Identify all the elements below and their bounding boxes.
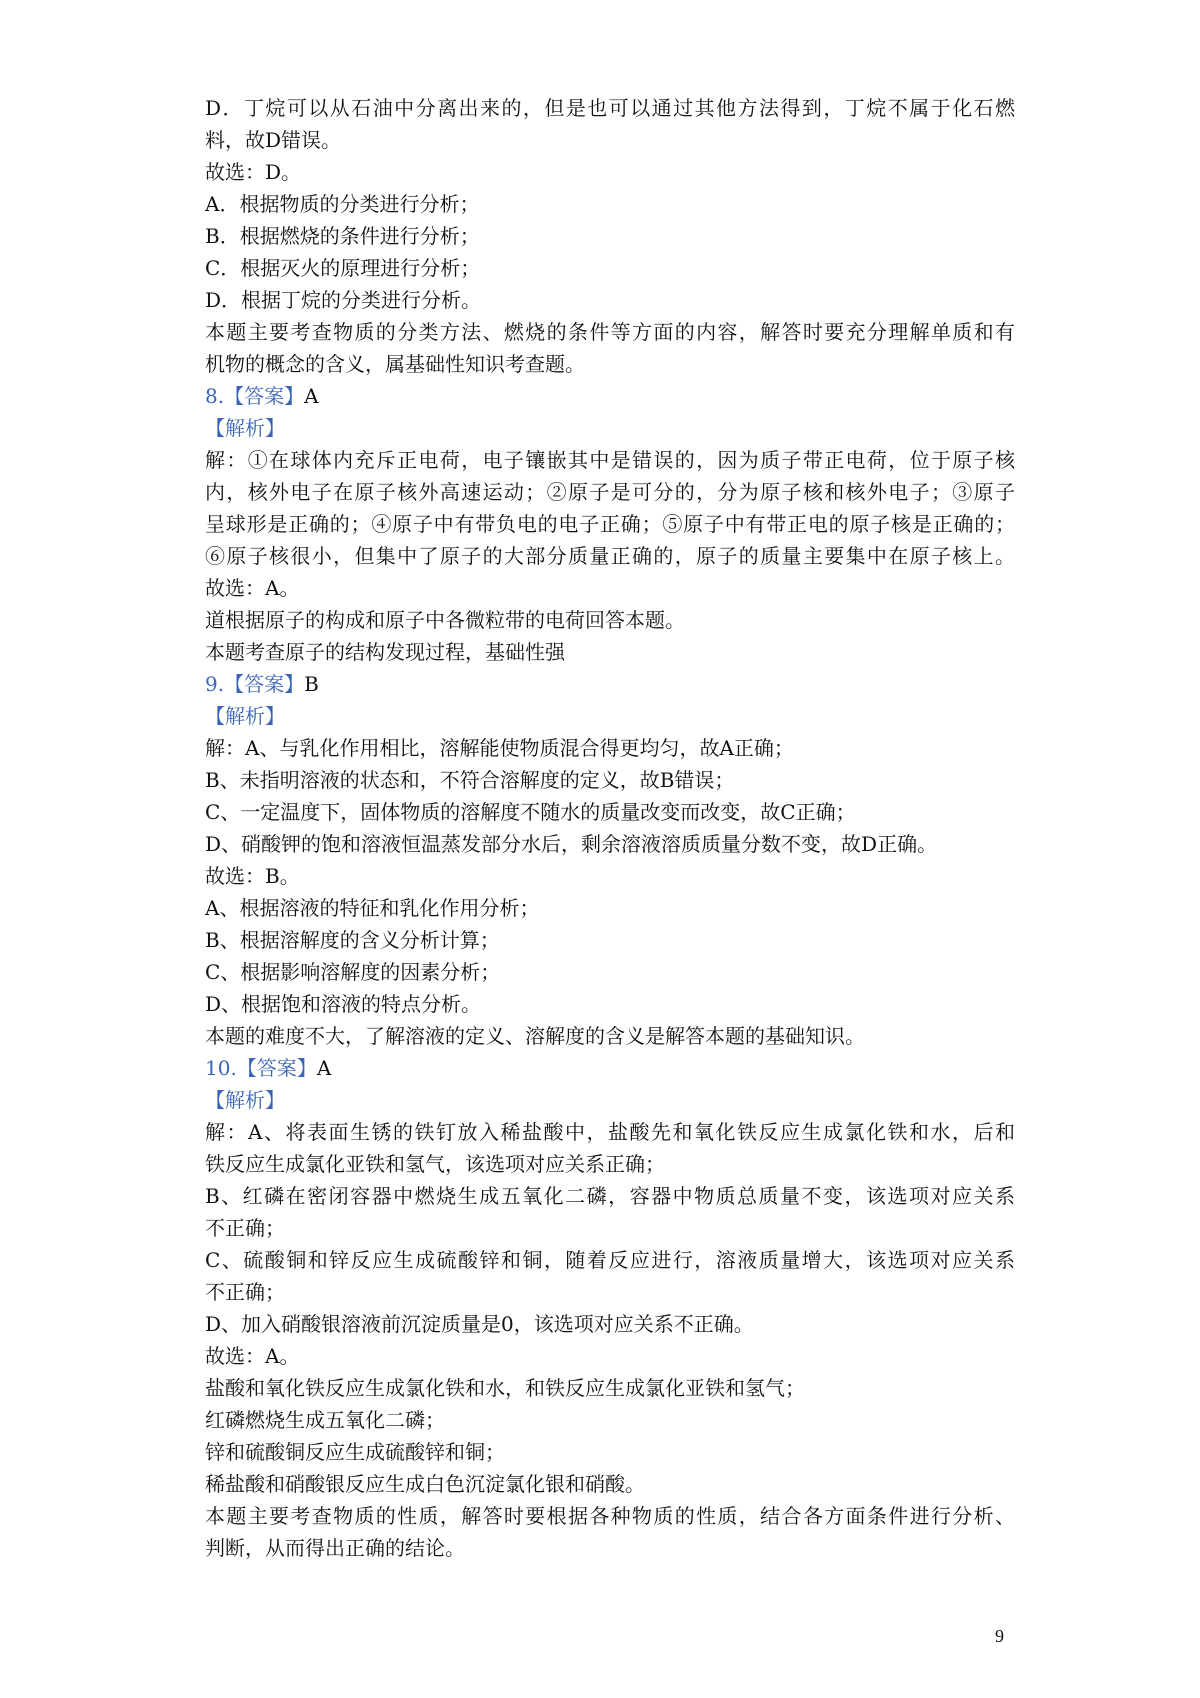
answer-heading — [205, 1052, 1015, 1084]
page-number: 9 — [995, 1626, 1004, 1646]
analysis-heading: 【解析】 — [205, 416, 285, 440]
answer-label: 10.【答案】 — [205, 1056, 317, 1080]
text-line: D、根据饱和溶液的特点分析。 — [205, 992, 482, 1016]
text-line: B．根据燃烧的条件进行分析； — [205, 224, 480, 248]
text-line: 红磷燃烧生成五氧化二磷； — [205, 1408, 445, 1432]
answer-value: A — [316, 1056, 332, 1080]
text-line: 道根据原子的构成和原子中各微粒带的电荷回答本题。 — [205, 608, 685, 632]
text-line: C、一定温度下，固体物质的溶解度不随水的质量改变而改变，故C正确； — [205, 800, 856, 824]
text-line: ⑥原子核很小，但集中了原子的大部分质量正确的，原子的质量主要集中在原子核上。 — [205, 544, 1015, 568]
answer-label: 9.【答案】 — [205, 672, 305, 696]
text-line: 盐酸和氧化铁反应生成氯化铁和水，和铁反应生成氯化亚铁和氢气； — [205, 1376, 805, 1400]
answer-value: A — [304, 384, 319, 408]
text-line: 故选：A。 — [205, 1344, 300, 1368]
text-line: B、根据溶解度的含义分析计算； — [205, 928, 500, 952]
text-line: 故选：D。 — [205, 160, 302, 184]
answer-label: 8.【答案】 — [205, 384, 305, 408]
page-content — [205, 92, 1015, 1564]
text-line: A、根据溶液的特征和乳化作用分析； — [205, 896, 540, 920]
text-line: 机物的概念的含义，属基础性知识考查题。 — [205, 352, 585, 376]
answer-value: B — [304, 672, 319, 696]
text-line: 不正确； — [205, 1216, 285, 1240]
text-line: D．丁烷可以从石油中分离出来的，但是也可以通过其他方法得到，丁烷不属于化石燃 — [205, 96, 1015, 120]
text-line: 故选：B。 — [205, 864, 300, 888]
text-line: 解：①在球体内充斥正电荷，电子镶嵌其中是错误的，因为质子带正电荷，位于原子核 — [205, 448, 1015, 472]
text-line: 呈球形是正确的；④原子中有带负电的电子正确；⑤原子中有带正电的原子核是正确的； — [205, 512, 1015, 536]
text-line: 铁反应生成氯化亚铁和氢气，该选项对应关系正确； — [205, 1152, 665, 1176]
text-line: 本题主要考查物质的性质，解答时要根据各种物质的性质，结合各方面条件进行分析、 — [205, 1504, 1015, 1528]
text-line: 解：A、将表面生锈的铁钉放入稀盐酸中，盐酸先和氧化铁反应生成氯化铁和水，后和 — [205, 1120, 1015, 1144]
answer-heading — [205, 668, 1015, 700]
text-line: A．根据物质的分类进行分析； — [205, 192, 480, 216]
text-line: 本题主要考查物质的分类方法、燃烧的条件等方面的内容，解答时要充分理解单质和有 — [205, 320, 1015, 344]
text-line: C、硫酸铜和锌反应生成硫酸锌和铜，随着反应进行，溶液质量增大，该选项对应关系 — [205, 1248, 1015, 1272]
text-line: C、根据影响溶解度的因素分析； — [205, 960, 501, 984]
text-line: 本题考查原子的结构发现过程，基础性强 — [205, 640, 565, 664]
text-line: 判断，从而得出正确的结论。 — [205, 1536, 465, 1560]
text-line: D、加入硝酸银溶液前沉淀质量是0，该选项对应关系不正确。 — [205, 1312, 754, 1336]
text-line: 本题的难度不大，了解溶液的定义、溶解度的含义是解答本题的基础知识。 — [205, 1024, 865, 1048]
text-line: 料，故D错误。 — [205, 128, 342, 152]
text-line: D、硝酸钾的饱和溶液恒温蒸发部分水后，剩余溶液溶质质量分数不变，故D正确。 — [205, 832, 938, 856]
text-line: 不正确； — [205, 1280, 285, 1304]
analysis-heading: 【解析】 — [205, 704, 285, 728]
text-line: D．根据丁烷的分类进行分析。 — [205, 288, 482, 312]
analysis-heading: 【解析】 — [205, 1088, 285, 1112]
text-line: 解：A、与乳化作用相比，溶解能使物质混合得更均匀，故A正确； — [205, 736, 794, 760]
text-line: C．根据灭火的原理进行分析； — [205, 256, 481, 280]
answer-heading — [205, 380, 1015, 412]
text-line: 稀盐酸和硝酸银反应生成白色沉淀氯化银和硝酸。 — [205, 1472, 645, 1496]
text-line: 锌和硫酸铜反应生成硫酸锌和铜； — [205, 1440, 505, 1464]
text-line: B、红磷在密闭容器中燃烧生成五氧化二磷，容器中物质总质量不变，该选项对应关系 — [205, 1184, 1015, 1208]
text-line: 内，核外电子在原子核外高速运动；②原子是可分的，分为原子核和核外电子；③原子 — [205, 480, 1015, 504]
text-line: 故选：A。 — [205, 576, 300, 600]
text-line: B、未指明溶液的状态和，不符合溶解度的定义，故B错误； — [205, 768, 735, 792]
